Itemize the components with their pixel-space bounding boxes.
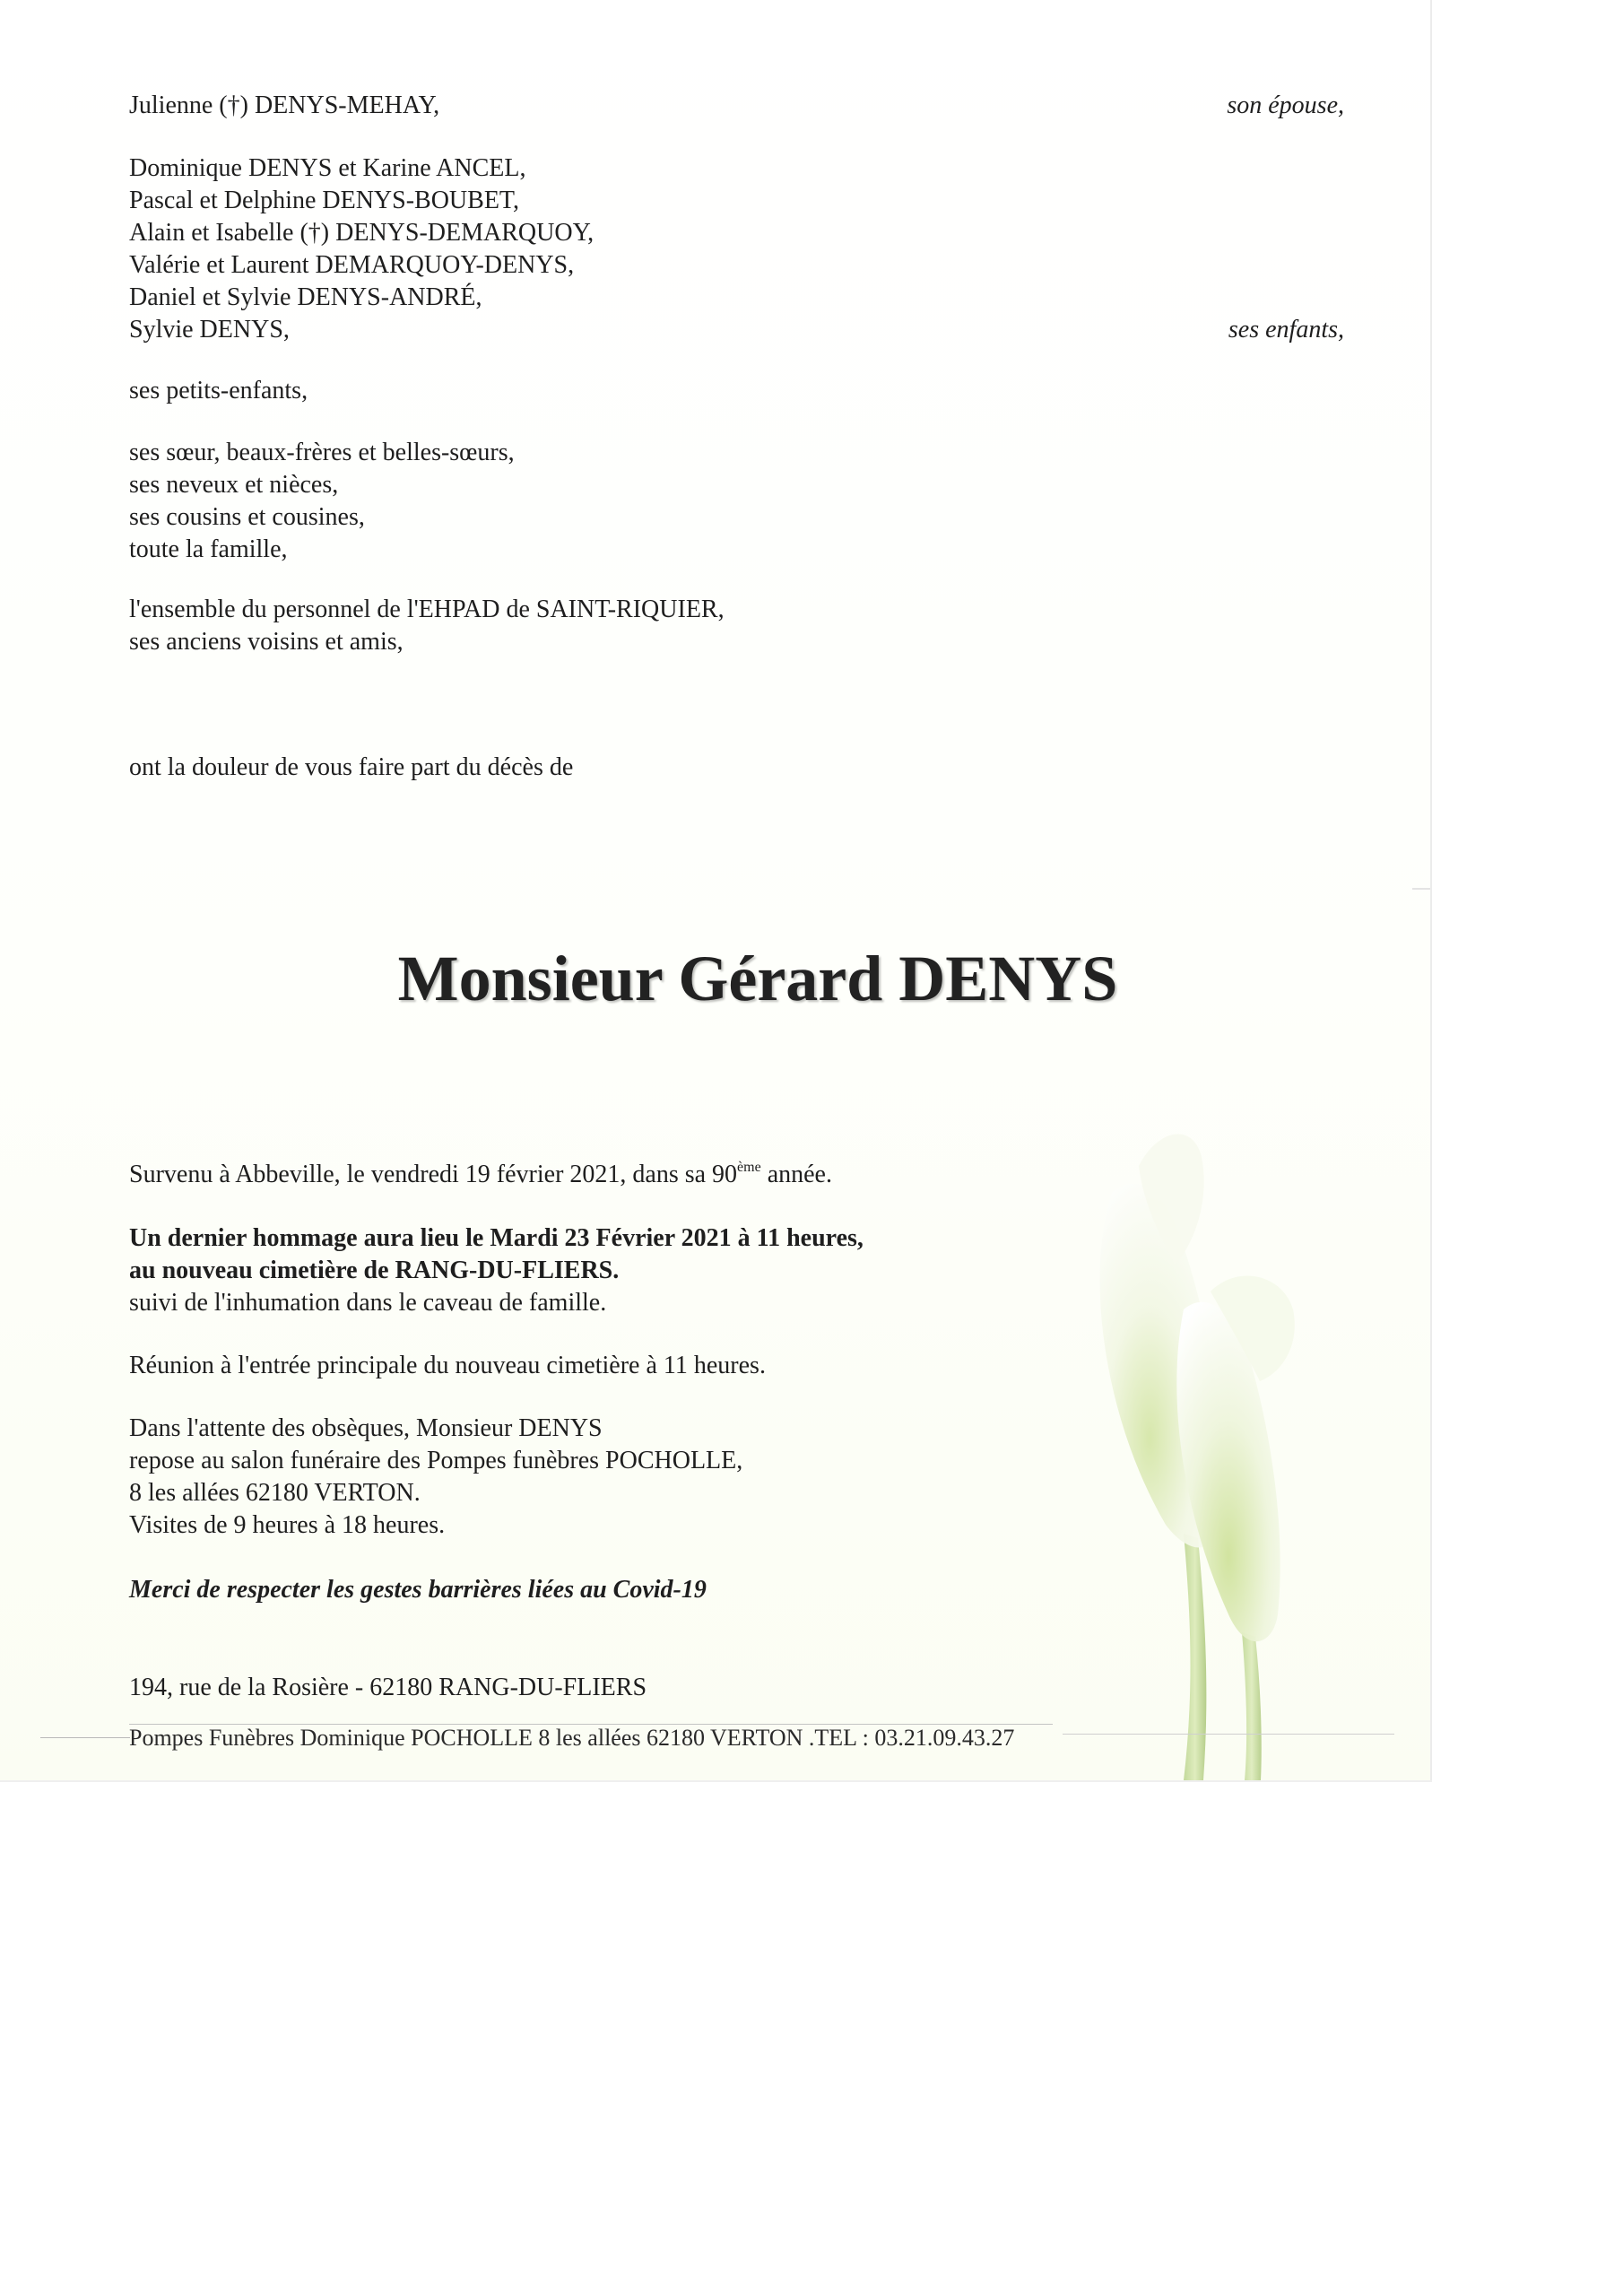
ceremony-line: Un dernier hommage aura lieu le Mardi 23 Février 2021 à 11 heures, (129, 1224, 864, 1252)
ordinal-suffix: ème (737, 1160, 761, 1175)
viewing-line: Dans l'attente des obsèques, Monsieur DENYS (129, 1414, 603, 1442)
sheet-edge (1430, 0, 1432, 1780)
ceremony-block (129, 1222, 864, 1319)
announcement-line: ont la douleur de vous faire part du décès de (129, 753, 574, 781)
relative-line: toute la famille, (129, 535, 288, 563)
child-line: Pascal et Delphine DENYS-BOUBET, (129, 187, 519, 214)
viewing-line: 8 les allées 62180 VERTON. (129, 1479, 421, 1507)
spouse-label: son épouse, (1227, 91, 1344, 119)
other-line: l'ensemble du personnel de l'EHPAD de SAINT-RIQUIER, (129, 596, 725, 623)
relative-line: ses neveux et nièces, (129, 471, 339, 499)
burial-line: suivi de l'inhumation dans le caveau de famille. (129, 1289, 607, 1317)
calla-lily-illustration (1058, 1130, 1345, 1780)
viewing-block (129, 1413, 742, 1542)
death-info (129, 1159, 832, 1191)
relative-line: ses cousins et cousines, (129, 503, 365, 531)
deceased-name: Monsieur Gérard DENYS (397, 943, 1118, 1014)
spouse-line: Julienne (†) DENYS-MEHAY, (129, 91, 440, 119)
relative-line: ses sœur, beaux-frères et belles-sœurs, (129, 439, 515, 466)
relatives-list (129, 437, 515, 566)
child-line: Dominique DENYS et Karine ANCEL, (129, 154, 526, 182)
fold-mark (1412, 888, 1430, 890)
other-line: ses anciens voisins et amis, (129, 628, 404, 656)
children-list (129, 152, 594, 346)
child-line: Alain et Isabelle (†) DENYS-DEMARQUOY, (129, 219, 595, 247)
footer-rule (1063, 1734, 1394, 1735)
death-info-text: Survenu à Abbeville, le vendredi 19 février 2021, dans sa 90 (129, 1161, 738, 1188)
child-line: Daniel et Sylvie DENYS-ANDRÉ, (129, 283, 482, 311)
children-label: ses enfants, (1228, 316, 1344, 344)
death-info-end: année. (760, 1161, 832, 1188)
sheet-bottom-edge (0, 1780, 1432, 1782)
ceremony-place: au nouveau cimetière de RANG-DU-FLIERS. (129, 1257, 620, 1284)
meeting-line: Réunion à l'entrée principale du nouveau cimetière à 11 heures. (129, 1352, 766, 1379)
viewing-line: Visites de 9 heures à 18 heures. (129, 1511, 446, 1539)
footer-funeral-home: Pompes Funèbres Dominique POCHOLLE 8 les allées 62180 VERTON .TEL : 03.21.09.43.27 (129, 1725, 1015, 1751)
others-list (129, 594, 725, 658)
grandchildren-line: ses petits-enfants, (129, 377, 308, 404)
footer-rule (40, 1737, 130, 1738)
child-line: Valérie et Laurent DEMARQUOY-DENYS, (129, 251, 575, 279)
covid-notice: Merci de respecter les gestes barrières liées au Covid-19 (129, 1576, 707, 1604)
address-line: 194, rue de la Rosière - 62180 RANG-DU-FLIERS (129, 1674, 647, 1701)
viewing-line: repose au salon funéraire des Pompes funèbres POCHOLLE, (129, 1447, 743, 1474)
child-line: Sylvie DENYS, (129, 316, 290, 344)
